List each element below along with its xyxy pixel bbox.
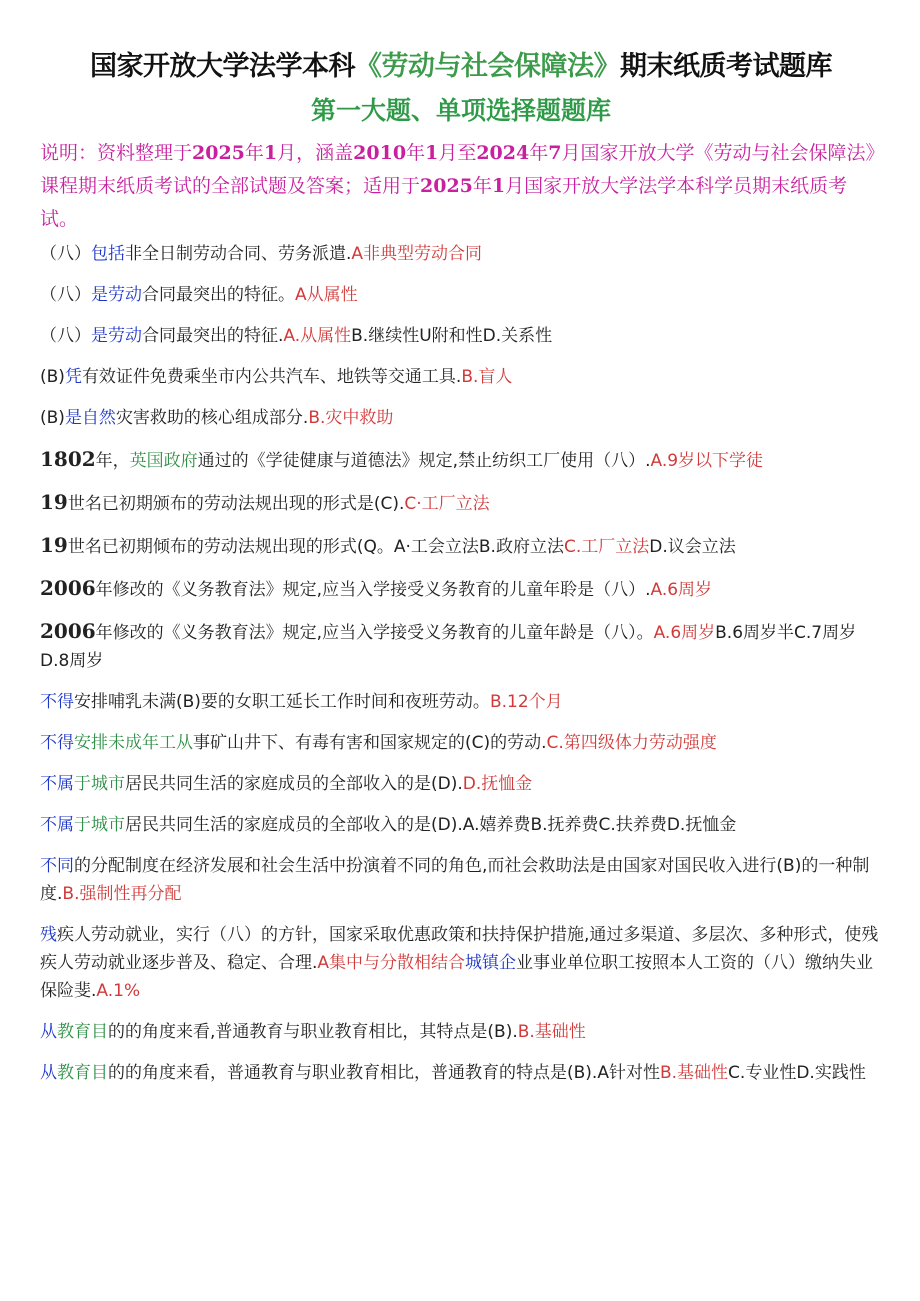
answer-text: C·工厂立法 <box>404 494 490 514</box>
question-text: （八） <box>40 285 91 305</box>
question-text: 年， <box>95 451 130 471</box>
keyword-highlight: 于城市 <box>74 774 125 794</box>
question-text: 年修改的《义务教育法》规定,应当入学接受义务教育的儿童年龄是（八）。 <box>95 623 654 643</box>
answer-text: A.6周岁 <box>653 623 716 643</box>
answer-text: B.盲人 <box>461 367 513 387</box>
answer-text: A从属性 <box>295 285 358 305</box>
question-item <box>40 281 882 309</box>
year-number: 19 <box>40 490 68 514</box>
year-number: 19 <box>40 533 68 557</box>
desc-number: 1 <box>425 142 439 164</box>
question-item <box>40 363 882 391</box>
question-list <box>40 240 882 1087</box>
question-item <box>40 729 882 757</box>
title-course-name: 《劳动与社会保障法》 <box>355 51 620 82</box>
answer-text: B.基础性 <box>517 1022 586 1042</box>
page-title <box>40 0 882 87</box>
keyword-highlight: 教育目 <box>57 1063 108 1083</box>
question-item <box>40 404 882 432</box>
desc-number: 2025 <box>420 175 473 197</box>
question-text: 合同最突出的特征. <box>142 326 284 346</box>
answer-text: A.从属性 <box>283 326 352 346</box>
answer-text: C.工厂立法 <box>563 537 650 557</box>
question-item <box>40 574 882 604</box>
keyword-highlight: 凭 <box>64 367 82 387</box>
desc-number: 7 <box>548 142 562 164</box>
question-text: 居民共同生活的家庭成员的全部收入的是(D). <box>125 774 463 794</box>
keyword-highlight: 是自然 <box>64 408 116 428</box>
desc-text: 年 <box>406 142 426 164</box>
question-text: 灾害救助的核心组成部分. <box>115 408 309 428</box>
question-text: 安排哺乳未满(B)要的女职工延长工作时间和夜班劳动。 <box>74 692 490 712</box>
answer-text: A集中与分散相结合 <box>317 953 466 973</box>
answer-text: B.基础性 <box>659 1063 729 1083</box>
question-text: C.专业性D.实践性 <box>728 1063 866 1083</box>
question-text: 业事业单位职工按照本人工资的（八）缴纳失业保险斐. <box>40 953 874 1001</box>
question-text: 的的角度来看,普通教育与职业教育相比，其特点是(B). <box>108 1022 518 1042</box>
title-suffix: 期末纸质考试题库 <box>620 51 832 82</box>
description-paragraph <box>40 137 882 236</box>
question-item <box>40 531 882 561</box>
question-item <box>40 240 882 268</box>
question-text: （八） <box>40 326 91 346</box>
question-text: B.继续性U附和性D.关系性 <box>351 326 553 346</box>
answer-text: A.1% <box>96 981 141 1001</box>
desc-text: 年 <box>472 175 492 197</box>
desc-text: 年 <box>244 142 264 164</box>
question-text: 的分配制度在经济发展和社会生活中扮演着不同的角色,而社会救助法是由国家对国民收入进行(B)的一种制度. <box>40 856 870 904</box>
year-number: 1802 <box>40 447 96 471</box>
question-text: B.6周岁半C.7周岁D.8周岁 <box>40 623 857 671</box>
question-text: 通过的《学徒健康与道德法》规定,禁止纺织工厂使用（八）. <box>197 451 651 471</box>
year-number: 2006 <box>40 576 96 600</box>
question-text: 事矿山井下、有毒有害和国家规定的(C)的劳动. <box>193 733 547 753</box>
question-item <box>40 688 882 716</box>
question-text: 世名已初期倾布的劳动法规出现的形式(Q。A·工会立法B.政府立法 <box>67 537 564 557</box>
desc-text: 月，涵盖 <box>277 142 354 164</box>
title-prefix: 国家开放大学法学本科 <box>90 51 355 82</box>
desc-number: 2025 <box>192 142 245 164</box>
question-text: (B) <box>40 367 65 387</box>
question-text: 世名已初期颁布的劳动法规出现的形式是(C). <box>67 494 405 514</box>
question-text: 的的角度来看，普通教育与职业教育相比，普通教育的特点是(B).A针对性 <box>108 1063 660 1083</box>
keyword-highlight: 包括 <box>91 244 125 264</box>
question-item <box>40 445 882 475</box>
keyword-highlight: 安排未成年工从 <box>74 733 193 753</box>
keyword-highlight: 教育目 <box>57 1022 108 1042</box>
keyword-highlight: 于城市 <box>74 815 125 835</box>
answer-text: C.第四级体力劳动强度 <box>546 733 717 753</box>
question-item <box>40 921 882 1005</box>
answer-text: D.抚恤金 <box>462 774 533 794</box>
answer-text: A.9岁以下学徒 <box>650 451 764 471</box>
question-text: (B) <box>40 408 65 428</box>
keyword-highlight: 城镇企 <box>465 953 517 973</box>
question-item <box>40 488 882 518</box>
question-item <box>40 322 882 350</box>
answer-text: B.灾中救助 <box>308 408 394 428</box>
question-text: D.议会立法 <box>649 537 736 557</box>
desc-text: 月至 <box>438 142 477 164</box>
question-text: 非全日制劳动合同、劳务派遣. <box>125 244 352 264</box>
desc-number: 1 <box>491 175 506 197</box>
desc-number: 2024 <box>476 142 530 164</box>
keyword-highlight: 不得 <box>40 733 74 753</box>
answer-text: B.强制性再分配 <box>62 884 182 904</box>
desc-text: 年 <box>529 142 549 164</box>
keyword-highlight: 英国政府 <box>129 451 198 471</box>
question-text: 疾人劳动就业，实行（八）的方针，国家采取优惠政策和扶持保护措施,通过多渠道、多层次、多种形式，使残疾人劳动就业逐步普及、稳定、合理. <box>40 925 879 973</box>
desc-text: 说明：资料整理于 <box>40 142 193 164</box>
question-item <box>40 1059 882 1087</box>
question-item <box>40 617 882 675</box>
question-text: 年修改的《义务教育法》规定,应当入学接受义务教育的儿童年聆是（八）. <box>95 580 651 600</box>
desc-text: 月国家开放大学法学本科学员期末纸质考试。 <box>40 175 848 230</box>
answer-text: A.6周岁 <box>650 580 713 600</box>
keyword-highlight: 残 <box>40 925 57 945</box>
keyword-highlight: 从 <box>40 1063 57 1083</box>
year-number: 2006 <box>40 619 96 643</box>
keyword-highlight: 是劳动 <box>91 326 142 346</box>
question-item <box>40 811 882 839</box>
keyword-highlight: 从 <box>40 1022 57 1042</box>
keyword-highlight: 不得 <box>40 692 74 712</box>
keyword-highlight: 是劳动 <box>91 285 142 305</box>
answer-text: B.12个月 <box>489 692 563 712</box>
desc-number: 2010 <box>353 142 407 164</box>
desc-text: 月国家开放大学《劳动与社会保障法》课程期末纸质考试的全部试题及答案；适用于 <box>40 142 875 197</box>
question-item <box>40 1018 882 1046</box>
keyword-highlight: 不属 <box>40 815 74 835</box>
question-item <box>40 770 882 798</box>
section-subtitle: 第一大题、单项选择题题库 <box>310 96 611 125</box>
question-text: 居民共同生活的家庭成员的全部收入的是(D).A.嬉养费B.抚养费C.扶养费D.抚恤金 <box>125 815 737 835</box>
keyword-highlight: 不属 <box>40 774 74 794</box>
question-text: （八） <box>40 244 91 264</box>
question-item <box>40 852 882 908</box>
desc-number: 1 <box>263 142 278 164</box>
question-text: 合同最突出的特征。 <box>142 285 295 305</box>
question-text: 有效证件免费乘坐市内公共汽车、地铁等交通工具. <box>81 367 462 387</box>
keyword-highlight: 不同 <box>40 856 74 876</box>
answer-text: A非典型劳动合同 <box>351 244 483 264</box>
